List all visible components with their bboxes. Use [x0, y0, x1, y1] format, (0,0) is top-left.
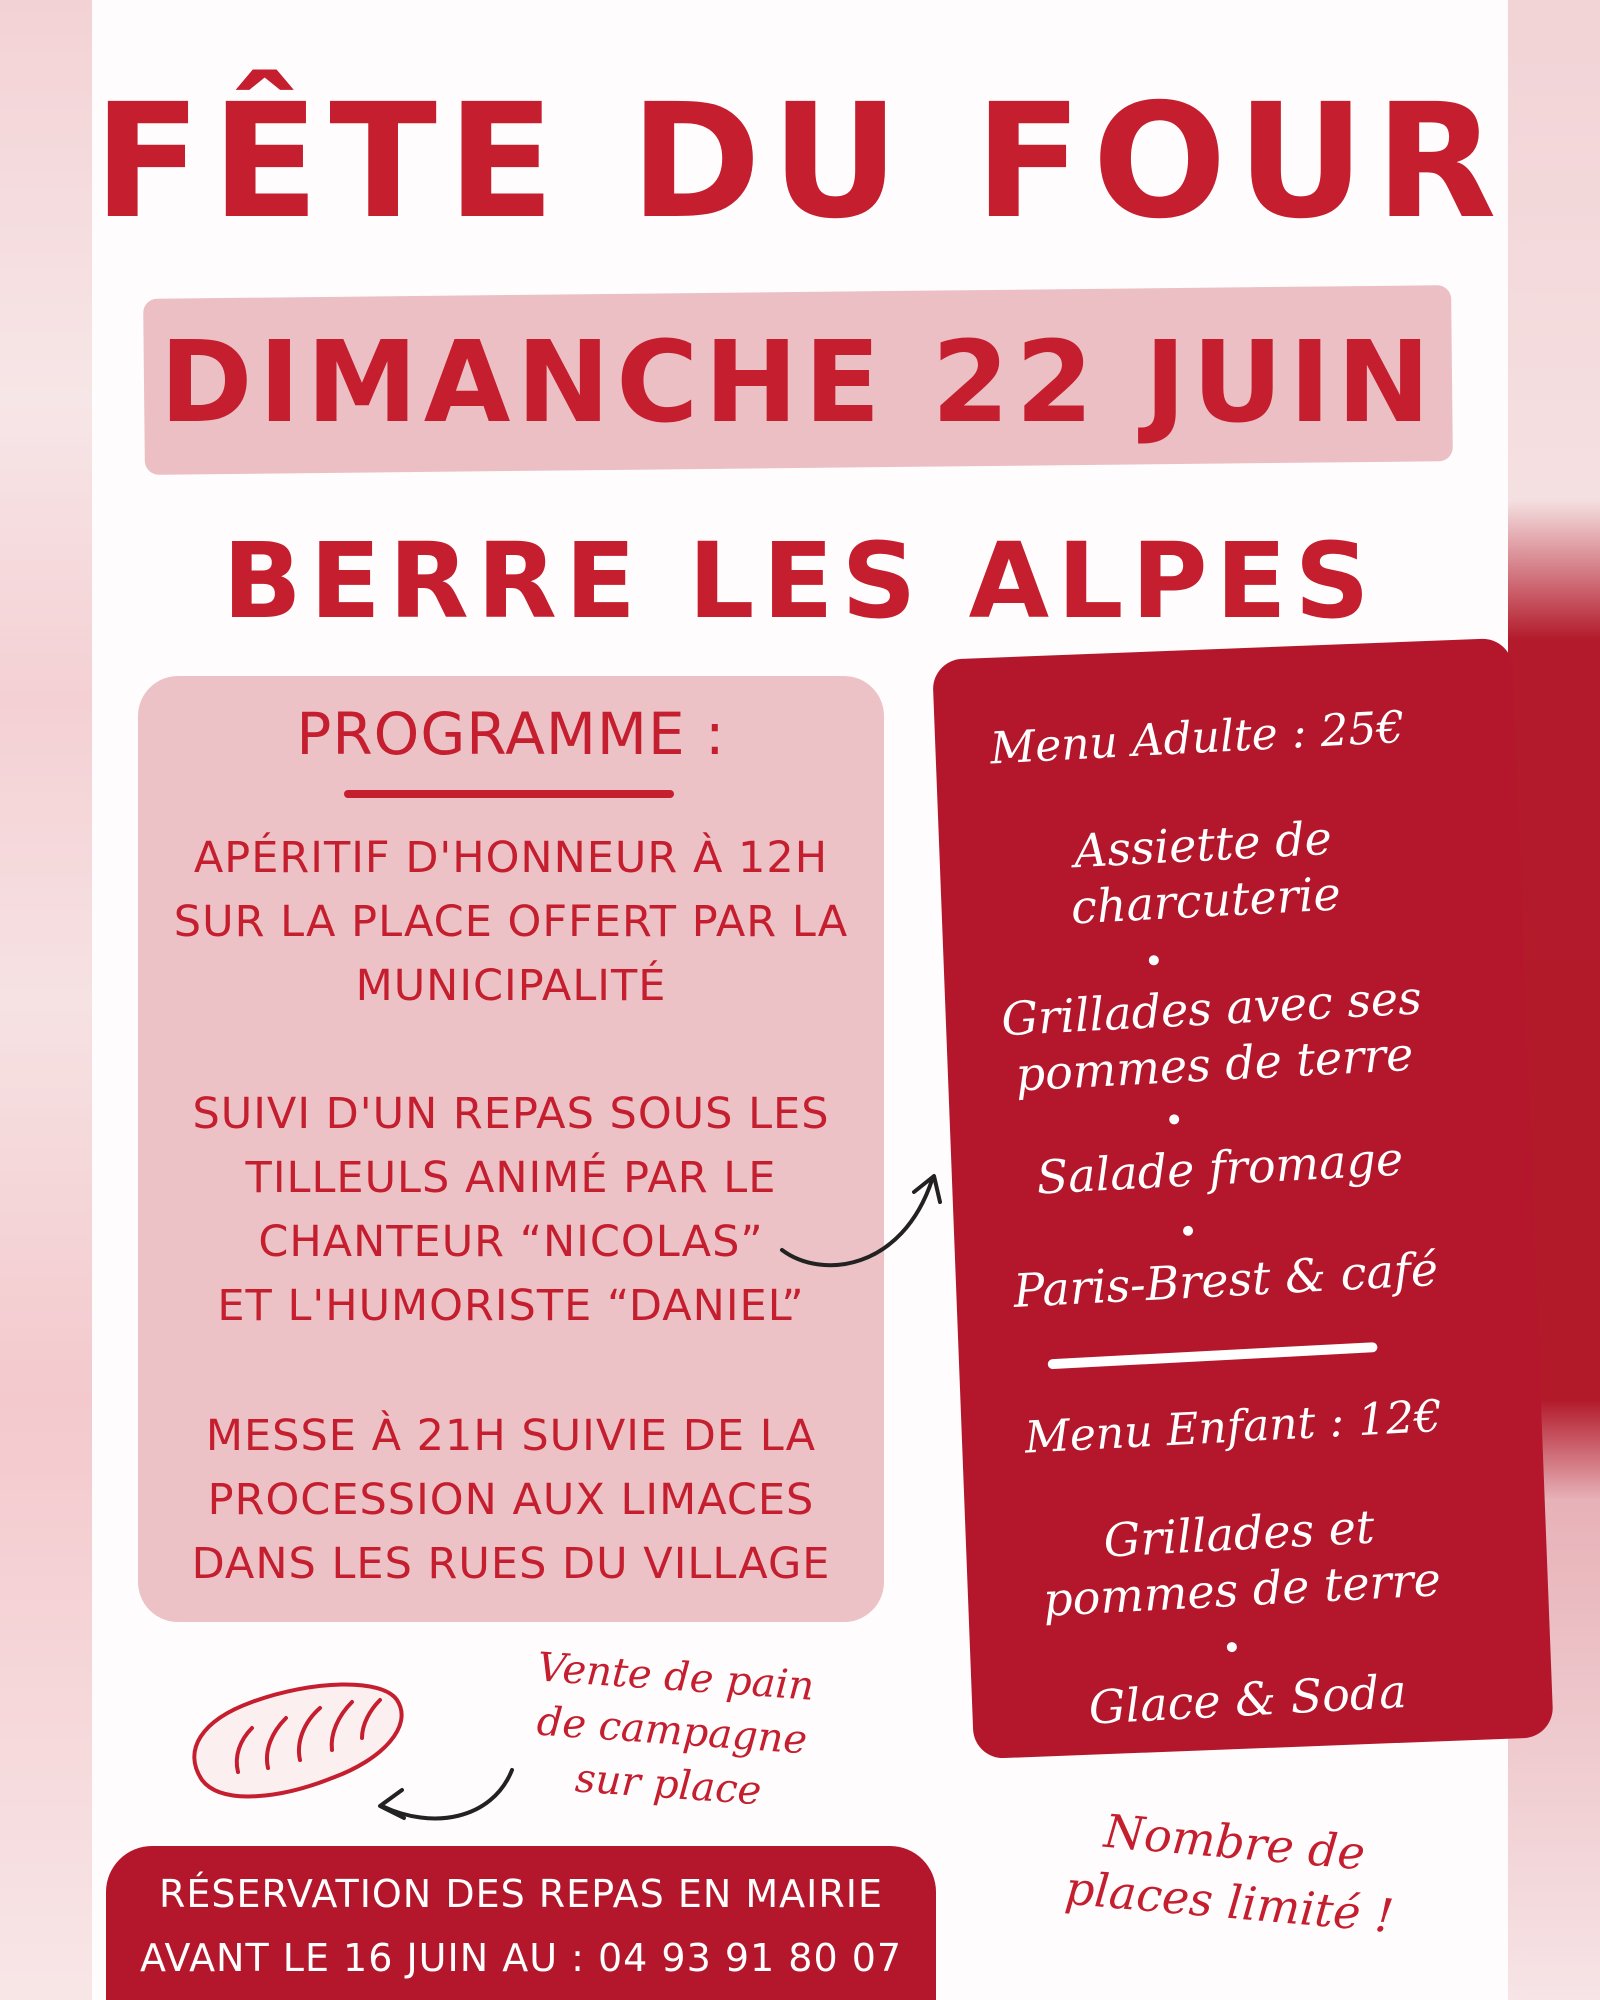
limited-line: Nombre de [1101, 1803, 1368, 1881]
programme-line: ET L'HUMORISTE “DANIEL” [217, 1281, 805, 1331]
programme-box [138, 676, 884, 1622]
reservation-line: RÉSERVATION DES REPAS EN MAIRIE [159, 1872, 883, 1916]
menu-adult-title: Menu Adulte : 25€ [988, 701, 1406, 775]
programme-block-messe [158, 1404, 864, 1596]
programme-line: APÉRITIF D'HONNEUR À 12H [193, 833, 829, 883]
arrow-icon [782, 1140, 922, 1280]
poster [92, 0, 1508, 2000]
event-date: DIMANCHE 22 JUIN [159, 318, 1437, 448]
bread-note-line: Vente de pain [535, 1644, 816, 1710]
limited-line: places limité ! [1062, 1860, 1396, 1944]
menu-divider [1048, 1342, 1378, 1369]
menu-item-line: pommes de terre [1041, 1552, 1443, 1627]
menu-bullet [1227, 1642, 1238, 1653]
programme-line: SUR LA PLACE OFFERT PAR LA [173, 897, 849, 947]
menu-item-line: pommes de terre [1014, 1026, 1415, 1102]
programme-line: SUIVI D'UN REPAS SOUS LES [192, 1089, 830, 1139]
bread-note-line: de campagne [535, 1698, 809, 1764]
menu-item [939, 1125, 1501, 1210]
menu-item [945, 1237, 1507, 1322]
menu-item-line: charcuterie [1069, 866, 1342, 935]
menu-item [958, 1491, 1523, 1632]
menu-content [914, 646, 1531, 1774]
reservation-phone-line: AVANT LE 16 JUIN AU : 04 93 91 80 07 [139, 1936, 903, 1980]
menu-item-line: Grillades et [1102, 1499, 1376, 1568]
event-place: BERRE LES ALPES [222, 520, 1378, 642]
menu-item [967, 1657, 1529, 1742]
menu-item-line: Grillades avec ses [999, 970, 1423, 1047]
programme-block-repas [158, 1082, 864, 1338]
menu-item [930, 966, 1495, 1107]
menu-child-title: Menu Enfant : 12€ [1023, 1390, 1444, 1464]
reservation-banner [106, 1846, 936, 2000]
programme-line: PROCESSION AUX LIMACES [207, 1475, 815, 1525]
menu-bullet [1183, 1226, 1194, 1237]
menu-item [922, 802, 1487, 943]
programme-line: DANS LES RUES DU VILLAGE [191, 1539, 831, 1589]
left-blur-band [0, 0, 92, 2000]
programme-line: TILLEULS ANIMÉ PAR LE [245, 1153, 777, 1203]
bread-note-line: sur place [573, 1755, 763, 1815]
limited-places-note [998, 1792, 1467, 1952]
programme-line: MUNICIPALITÉ [355, 961, 667, 1011]
bread-sale-note [487, 1638, 857, 1825]
programme-line: MESSE À 21H SUIVIE DE LA [205, 1411, 817, 1461]
menu-bullet [1149, 955, 1160, 966]
programme-line: CHANTEUR “NICOLAS” [258, 1217, 764, 1267]
programme-heading: PROGRAMME : [296, 700, 726, 768]
menu-item-line: Glace & Soda [1087, 1664, 1408, 1735]
programme-underline [344, 790, 674, 798]
menu-item-line: Salade fromage [1035, 1131, 1405, 1205]
programme-block-aperitif [158, 826, 864, 1018]
menu-item-line: Paris-Brest & café [1012, 1241, 1440, 1318]
menu-item-line: Assiette de [1072, 810, 1334, 879]
poster-title: FÊTE DU FOUR [93, 70, 1507, 254]
menu-bullet [1169, 1114, 1180, 1125]
